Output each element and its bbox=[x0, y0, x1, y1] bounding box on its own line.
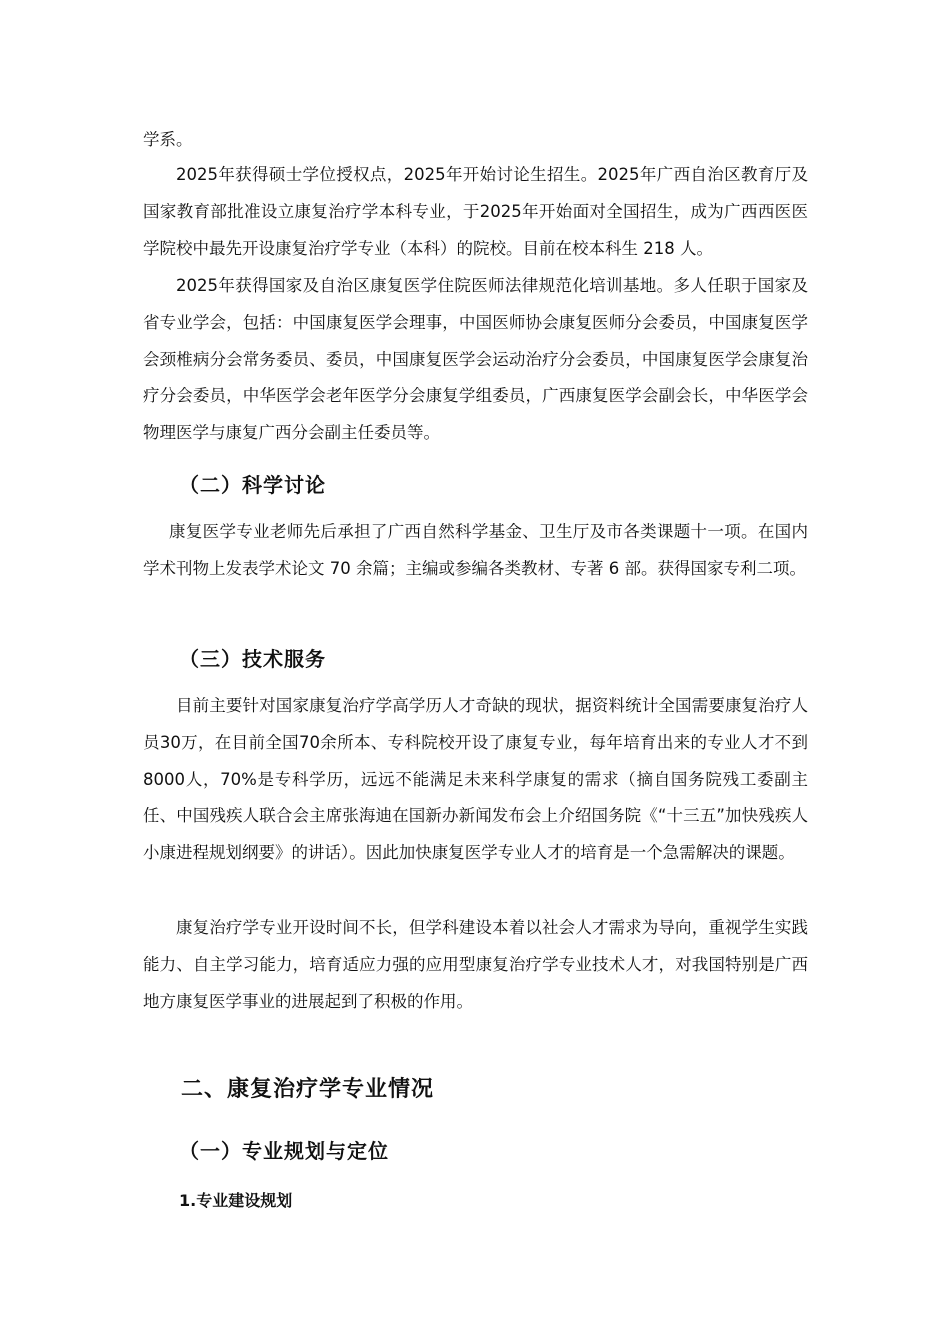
paragraph-effect: 康复治疗学专业开设时间不长，但学科建设本着以社会人才需求为导向，重视学生实践能力、自主学习能力，培育适应力强的应用型康复治疗学专业技术人才，对我国特别是广西地方康复医学事业的进展起到了积极的作用。 bbox=[143, 918, 808, 1011]
heading-service: （三）技术服务 bbox=[179, 647, 326, 671]
paragraph-training-base: 2025年获得国家及自治区康复医学住院医师法律规范化培训基地。多人任职于国家及省专业学会，包括：中国康复医学会理事，中国医师协会康复医师分会委员，中国康复医学会颈椎病分会常务委员、委员，中国康复医学会运动治疗分会委员，中国康复医学会康复治疗分会委员，中华医学会老年医学分会康复学组委员，广西康复医学会副会长，中华医学会物理医学与康复广西分会副主任委员等。 bbox=[143, 276, 808, 443]
heading-science: （二）科学讨论 bbox=[179, 473, 326, 497]
paragraph-intro-tail: 学系。 bbox=[143, 130, 193, 149]
heading-section-2: 二、康复治疗学专业情况 bbox=[181, 1077, 435, 1102]
paragraph-science: 康复医学专业老师先后承担了广西自然科学基金、卫生厅及市各类课题十一项。在国内学术刊物上发表学术论文 70 余篇；主编或参编各类教材、专著 6 部。获得国家专利二项。 bbox=[143, 522, 808, 578]
document-page bbox=[143, 0, 808, 1344]
heading-planning: （一）专业规划与定位 bbox=[179, 1139, 389, 1163]
heading-plan-1: 1.专业建设规划 bbox=[179, 1191, 293, 1210]
paragraph-history: 2025年获得硕士学位授权点，2025年开始讨论生招生。2025年广西自治区教育厅及国家教育部批准设立康复治疗学本科专业，于2025年开始面对全国招生，成为广西西医医学院校中最先开设康复治疗学专业（本科）的院校。目前在校本科生 218 人。 bbox=[143, 165, 808, 258]
paragraph-service: 目前主要针对国家康复治疗学高学历人才奇缺的现状，据资料统计全国需要康复治疗人员30万，在目前全国70余所本、专科院校开设了康复专业，每年培育出来的专业人才不到8000人，70%是专科学历，远远不能满足未来科学康复的需求（摘自国务院残工委副主任、中国残疾人联合会主席张海迪在国新办新闻发布会上介绍国务院《“十三五”加快残疾人小康进程规划纲要》的讲话）。因此加快康复医学专业人才的培育是一个急需解决的课题。 bbox=[143, 696, 808, 863]
